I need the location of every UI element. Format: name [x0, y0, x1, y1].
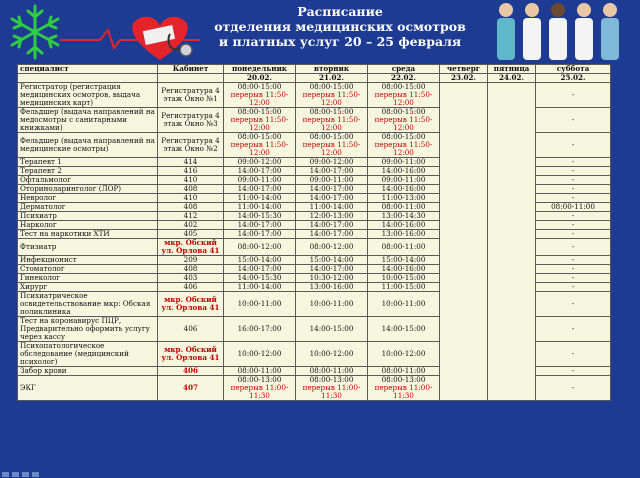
- time-cell: [296, 194, 368, 203]
- time-value: 14:00-16:00: [381, 220, 426, 229]
- time-cell: [368, 176, 440, 185]
- cabinet-cell: 408: [158, 265, 224, 274]
- time-cell: -: [536, 185, 611, 194]
- time-cell: [296, 265, 368, 274]
- time-value: 08:00-15:00: [309, 132, 354, 141]
- time-value: 14:00-15:00: [309, 324, 354, 333]
- time-cell: [296, 108, 368, 133]
- time-cell: [224, 203, 296, 212]
- menu-icon[interactable]: [22, 472, 29, 477]
- break-note: перерыв 11:50-12:00: [230, 115, 289, 132]
- break-note: перерыв 11:50-12:00: [230, 90, 289, 107]
- time-cell: [368, 83, 440, 108]
- break-note: перерыв 11:50-12:00: [302, 140, 361, 157]
- cabinet-cell: 410: [158, 194, 224, 203]
- time-cell: [224, 212, 296, 221]
- time-value: 09:00-11:00: [309, 175, 354, 184]
- time-cell: [224, 367, 296, 376]
- time-cell: [368, 133, 440, 158]
- time-value: 09:00-11:00: [237, 175, 282, 184]
- time-value: 14:00-17:00: [237, 166, 282, 175]
- time-cell: [224, 239, 296, 256]
- time-cell: [296, 274, 368, 283]
- time-cell: -: [536, 317, 611, 342]
- specialist-name: Тест на коронавирус ПЦР, Предварительно оформить услугу через кассу: [18, 317, 158, 342]
- specialist-name: Психиатрическое освидетельствование мкр: Обская поликлиника: [18, 292, 158, 317]
- time-cell: -: [536, 230, 611, 239]
- cabinet-cell: 407: [158, 376, 224, 401]
- time-cell: [368, 158, 440, 167]
- day-header: вторник: [296, 65, 368, 74]
- time-value: 14:00-17:00: [309, 220, 354, 229]
- time-value: 11:00-14:00: [237, 282, 282, 291]
- time-cell: -: [536, 108, 611, 133]
- specialist-name: Нарколог: [18, 221, 158, 230]
- time-cell: -: [536, 265, 611, 274]
- table-row: [18, 83, 611, 108]
- cabinet-cell: 209: [158, 256, 224, 265]
- specialist-name: Дерматолог: [18, 203, 158, 212]
- time-cell: [224, 317, 296, 342]
- time-value: 08:00-11:00: [381, 366, 426, 375]
- time-value: 08:00-13:00: [309, 375, 354, 384]
- time-value: 13:00-16:00: [309, 282, 354, 291]
- time-cell: [296, 256, 368, 265]
- page-title: [200, 4, 480, 49]
- time-cell: 08:00-11:00: [536, 203, 611, 212]
- specialist-name: Невролог: [18, 194, 158, 203]
- time-value: 14:00-17:00: [237, 220, 282, 229]
- time-cell: -: [536, 83, 611, 108]
- time-cell: [368, 317, 440, 342]
- specialist-name: Инфекционист: [18, 256, 158, 265]
- cabinet-cell: 406: [158, 317, 224, 342]
- time-value: 08:00-13:00: [381, 375, 426, 384]
- slide-view-icon[interactable]: [32, 472, 39, 477]
- specialist-name: Тест на наркотики ХТИ: [18, 230, 158, 239]
- cabinet-cell: 403: [158, 274, 224, 283]
- time-cell: [224, 133, 296, 158]
- time-value: 14:00-17:00: [309, 229, 354, 238]
- time-cell: [368, 292, 440, 317]
- time-cell: [224, 283, 296, 292]
- time-value: 08:00-15:00: [237, 132, 282, 141]
- specialist-header: специалист: [18, 65, 158, 74]
- time-cell: [224, 274, 296, 283]
- time-cell: [368, 376, 440, 401]
- time-cell: [224, 158, 296, 167]
- date-cell: 24.02.: [488, 74, 536, 83]
- time-cell: [368, 342, 440, 367]
- time-cell: [296, 239, 368, 256]
- time-value: 10:00-12:00: [381, 349, 426, 358]
- time-cell: [224, 221, 296, 230]
- specialist-name: Фтизиатр: [18, 239, 158, 256]
- time-value: 08:00-11:00: [237, 366, 282, 375]
- time-cell: [296, 83, 368, 108]
- time-value: 08:00-15:00: [381, 107, 426, 116]
- time-cell: [224, 265, 296, 274]
- break-note: перерыв 11:50-12:00: [230, 140, 289, 157]
- cabinet-cell: мкр. Обский ул. Орлова 41: [158, 292, 224, 317]
- specialist-name: Психопатологическое обследование (медицинский психолог): [18, 342, 158, 367]
- time-value: 11:00-14:00: [237, 193, 282, 202]
- time-value: 09:00-11:00: [381, 157, 426, 166]
- time-cell: [368, 283, 440, 292]
- time-cell: [296, 292, 368, 317]
- time-cell: [296, 185, 368, 194]
- specialist-name: Терапевт 1: [18, 158, 158, 167]
- date-cell: 21.02.: [296, 74, 368, 83]
- time-cell: [368, 221, 440, 230]
- time-value: 16:00-17:00: [237, 324, 282, 333]
- specialist-name: Фельдшер (выдача направлений на медосмотры с санитарными книжками): [18, 108, 158, 133]
- time-value: 14:00-15:30: [237, 211, 282, 220]
- time-value: 08:00-15:00: [381, 82, 426, 91]
- time-value: 08:00-15:00: [309, 82, 354, 91]
- time-value: 08:00-11:00: [381, 202, 426, 211]
- break-note: перерыв 11:50-12:00: [374, 140, 433, 157]
- time-cell: [368, 256, 440, 265]
- time-cell: [296, 342, 368, 367]
- time-value: 08:00-12:00: [237, 242, 282, 251]
- time-value: 14:00-17:00: [309, 193, 354, 202]
- time-cell: [296, 283, 368, 292]
- time-value: 08:00-15:00: [237, 107, 282, 116]
- time-cell: -: [536, 133, 611, 158]
- specialist-name: Оториноларинголог (ЛОР): [18, 185, 158, 194]
- cabinet-header: Кабинет: [158, 65, 224, 74]
- time-cell: [368, 108, 440, 133]
- time-cell: -: [536, 194, 611, 203]
- time-cell: [368, 239, 440, 256]
- time-cell: [368, 194, 440, 203]
- time-value: 08:00-15:00: [237, 82, 282, 91]
- cabinet-cell: 408: [158, 185, 224, 194]
- date-cell: 20.02.: [224, 74, 296, 83]
- time-cell: -: [536, 239, 611, 256]
- empty-cell: [158, 74, 224, 83]
- time-cell: [224, 194, 296, 203]
- cabinet-cell: 402: [158, 221, 224, 230]
- time-value: 15:00-14:00: [381, 255, 426, 264]
- time-cell: [368, 203, 440, 212]
- schedule-body: [18, 83, 611, 401]
- day-header: понедельник: [224, 65, 296, 74]
- specialist-name: Офтальмолог: [18, 176, 158, 185]
- prev-slide-icon[interactable]: [2, 472, 9, 477]
- time-cell: [224, 167, 296, 176]
- break-note: перерыв 11:50-12:00: [374, 115, 433, 132]
- time-value: 14:00-17:00: [309, 166, 354, 175]
- time-value: 08:00-15:00: [381, 132, 426, 141]
- time-value: 14:00-17:00: [309, 184, 354, 193]
- cabinet-cell: 412: [158, 212, 224, 221]
- time-cell: [296, 167, 368, 176]
- time-cell: -: [536, 176, 611, 185]
- time-cell: [224, 376, 296, 401]
- time-value: 08:00-13:00: [237, 375, 282, 384]
- title-line-1: Расписание: [297, 4, 383, 19]
- time-cell: [368, 212, 440, 221]
- specialist-name: Гинеколог: [18, 274, 158, 283]
- time-value: 10:00-12:00: [309, 349, 354, 358]
- dates-row: [18, 74, 611, 83]
- next-slide-icon[interactable]: [12, 472, 19, 477]
- time-cell: -: [536, 376, 611, 401]
- time-cell: -: [536, 221, 611, 230]
- time-value: 10:00-11:00: [381, 299, 426, 308]
- time-cell: [368, 185, 440, 194]
- time-cell: [296, 367, 368, 376]
- specialist-name: Терапевт 2: [18, 167, 158, 176]
- time-value: 14:00-15:30: [237, 273, 282, 282]
- cabinet-cell: Регистратура 4 этаж Окно №2: [158, 133, 224, 158]
- time-cell: [224, 83, 296, 108]
- cabinet-cell: 406: [158, 367, 224, 376]
- specialist-name: Хирург: [18, 283, 158, 292]
- time-value: 09:00-11:00: [381, 175, 426, 184]
- time-value: 14:00-17:00: [237, 229, 282, 238]
- time-value: 14:00-15:00: [381, 324, 426, 333]
- cabinet-cell: мкр. Обский ул. Орлова 41: [158, 239, 224, 256]
- time-cell: [296, 203, 368, 212]
- time-value: 08:00-11:00: [381, 242, 426, 251]
- slide-nav: [2, 472, 39, 477]
- specialist-name: Стоматолог: [18, 265, 158, 274]
- time-value: 14:00-17:00: [237, 184, 282, 193]
- time-value: 14:00-16:00: [381, 184, 426, 193]
- cabinet-cell: 405: [158, 230, 224, 239]
- time-value: 15:00-14:00: [309, 255, 354, 264]
- time-cell: -: [536, 158, 611, 167]
- cabinet-cell: Регистратура 4 этаж Окно №1: [158, 83, 224, 108]
- time-value: 11:00-13:00: [381, 193, 426, 202]
- day-header: пятница: [488, 65, 536, 74]
- time-cell: [296, 221, 368, 230]
- time-cell: [224, 256, 296, 265]
- time-value: 13:00-16:00: [381, 229, 426, 238]
- time-value: 15:00-14:00: [237, 255, 282, 264]
- time-value: 10:00-11:00: [237, 299, 282, 308]
- day-header: среда: [368, 65, 440, 74]
- break-note: перерыв 11:00-11:30: [230, 383, 289, 400]
- time-cell: -: [536, 292, 611, 317]
- break-note: перерыв 11:50-12:00: [302, 115, 361, 132]
- cabinet-cell: 406: [158, 283, 224, 292]
- time-cell: [224, 292, 296, 317]
- time-cell: [224, 176, 296, 185]
- break-note: перерыв 11:00-11:30: [374, 383, 433, 400]
- time-value: 11:00-14:00: [237, 202, 282, 211]
- time-value: 14:00-16:00: [381, 264, 426, 273]
- time-cell: [368, 167, 440, 176]
- day-header: четверг: [440, 65, 488, 74]
- doctors-illustration: [488, 0, 638, 62]
- break-note: перерыв 11:00-11:30: [302, 383, 361, 400]
- time-value: 08:00-11:00: [309, 366, 354, 375]
- time-value: 08:00-15:00: [309, 107, 354, 116]
- specialist-name: Психиатр: [18, 212, 158, 221]
- time-value: 09:00-12:00: [309, 157, 354, 166]
- specialist-name: Регистратор (регистрация медицинских осмотров, выдача медицинских карт): [18, 83, 158, 108]
- time-value: 12:00-13:00: [309, 211, 354, 220]
- time-cell: [296, 317, 368, 342]
- time-cell: -: [536, 256, 611, 265]
- cabinet-cell: 416: [158, 167, 224, 176]
- cabinet-cell: 410: [158, 176, 224, 185]
- header-row: [18, 65, 611, 74]
- time-value: 14:00-17:00: [237, 264, 282, 273]
- time-cell: [296, 376, 368, 401]
- time-value: 14:00-16:00: [381, 166, 426, 175]
- time-cell: -: [536, 367, 611, 376]
- time-value: 13:00-14:30: [381, 211, 426, 220]
- time-cell: [368, 367, 440, 376]
- heart-stethoscope-icon: [120, 10, 200, 64]
- time-cell: [224, 108, 296, 133]
- cabinet-cell: 414: [158, 158, 224, 167]
- day-header: суббота: [536, 65, 611, 74]
- time-cell: -: [536, 212, 611, 221]
- time-cell: [224, 342, 296, 367]
- specialist-name: Фельдшер (выдача направлений на медицинские осмотры): [18, 133, 158, 158]
- cabinet-cell: Регистратура 4 этаж Окно №3: [158, 108, 224, 133]
- time-cell: -: [536, 274, 611, 283]
- holiday-cell: [488, 83, 536, 401]
- time-cell: -: [536, 342, 611, 367]
- time-cell: -: [536, 283, 611, 292]
- title-line-2: отделения медицинских осмотров: [214, 19, 466, 34]
- time-cell: [224, 230, 296, 239]
- time-cell: [296, 212, 368, 221]
- time-cell: [368, 265, 440, 274]
- specialist-name: Забор крови: [18, 367, 158, 376]
- date-cell: 23.02.: [440, 74, 488, 83]
- break-note: перерыв 11:50-12:00: [374, 90, 433, 107]
- cabinet-cell: 408: [158, 203, 224, 212]
- time-value: 10:00-11:00: [309, 299, 354, 308]
- holiday-cell: [440, 83, 488, 401]
- title-line-3: и платных услуг 20 – 25 февраля: [218, 34, 462, 49]
- time-value: 08:00-12:00: [309, 242, 354, 251]
- date-cell: 25.02.: [536, 74, 611, 83]
- schedule-table: [17, 64, 611, 401]
- date-cell: 22.02.: [368, 74, 440, 83]
- time-value: 11:00-14:00: [309, 202, 354, 211]
- time-cell: [296, 230, 368, 239]
- time-cell: -: [536, 167, 611, 176]
- time-value: 11:00-15:00: [381, 282, 426, 291]
- time-value: 14:00-17:00: [309, 264, 354, 273]
- time-cell: [224, 185, 296, 194]
- time-cell: [296, 176, 368, 185]
- time-value: 10:00-15:00: [381, 273, 426, 282]
- time-value: 10:30-12:00: [309, 273, 354, 282]
- time-value: 09:00-12:00: [237, 157, 282, 166]
- specialist-name: ЭКГ: [18, 376, 158, 401]
- break-note: перерыв 11:50-12:00: [302, 90, 361, 107]
- time-cell: [368, 230, 440, 239]
- snowflake-icon: [6, 2, 64, 62]
- cabinet-cell: мкр. Обский ул. Орлова 41: [158, 342, 224, 367]
- time-cell: [296, 158, 368, 167]
- time-value: 10:00-12:00: [237, 349, 282, 358]
- empty-cell: [18, 74, 158, 83]
- time-cell: [368, 274, 440, 283]
- time-cell: [296, 133, 368, 158]
- page-header: [0, 0, 640, 64]
